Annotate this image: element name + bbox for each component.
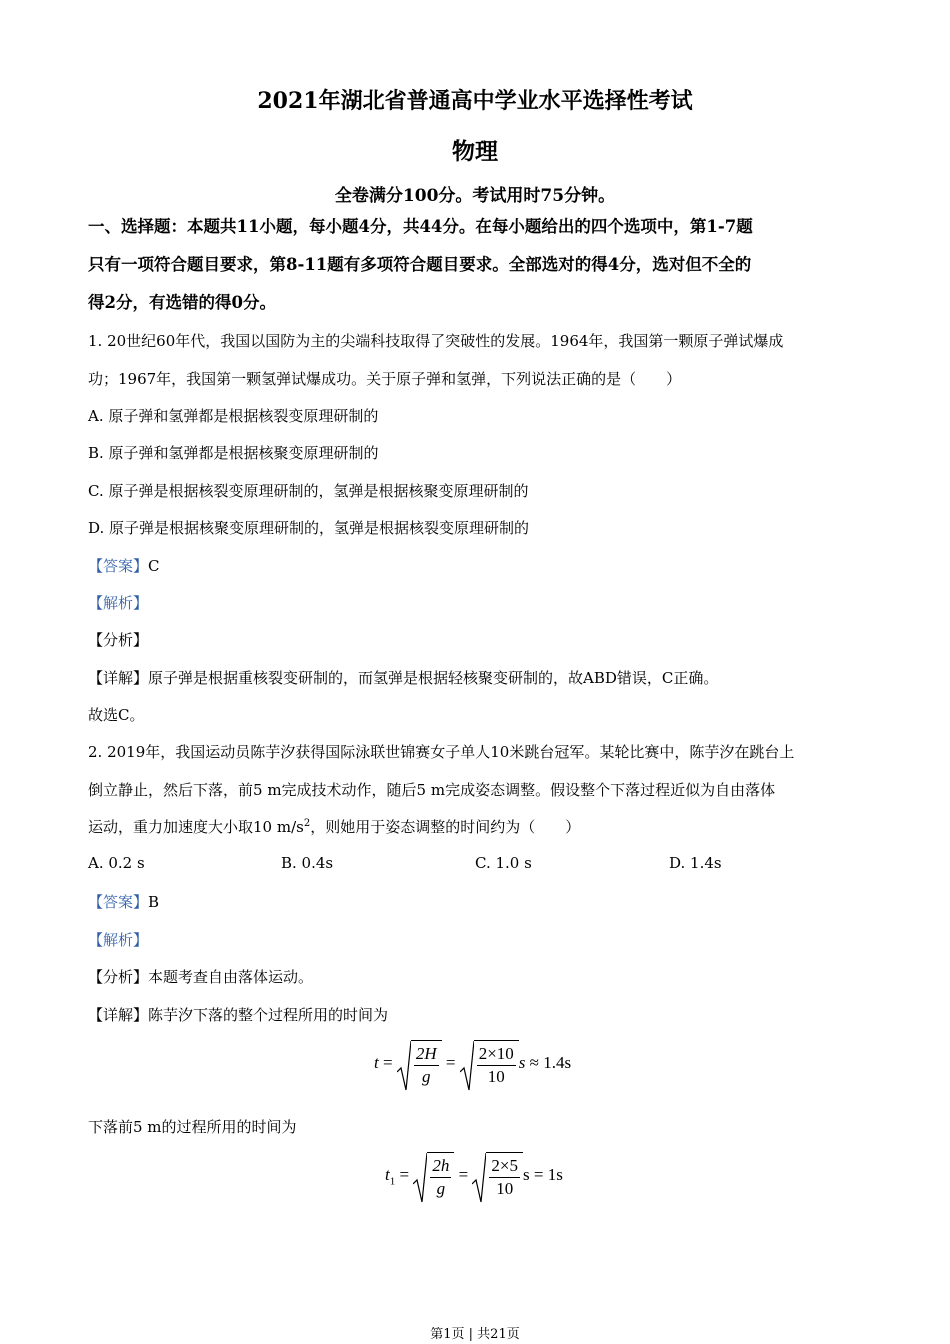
q2-stem-line-3-tail: ，则她用于姿态调整的时间约为（ ） xyxy=(310,818,581,836)
equals-sign: = xyxy=(445,1052,456,1072)
sqrt-expression xyxy=(413,1152,454,1200)
subject-title: 物理 xyxy=(452,138,498,165)
fraction xyxy=(489,1155,520,1200)
answer-label: 【答案】 xyxy=(88,893,149,911)
fenxi-label: 【分析】 xyxy=(88,968,149,986)
fraction xyxy=(414,1043,439,1088)
q1-option-a: A. 原子弹和氢弹都是根据核裂变原理研制的 xyxy=(88,407,379,425)
fraction xyxy=(477,1043,516,1088)
q2-stem-line-1: 2. 2019年，我国运动员陈芋汐获得国际泳联世锦赛女子单人10米跳台冠军。某轮比赛中，陈芋汐在跳台上 xyxy=(88,743,795,761)
q2-option-a: A. 0.2 s xyxy=(88,854,145,872)
sqrt-expression xyxy=(460,1040,519,1088)
equals-sign: = xyxy=(382,1052,393,1072)
q1-answer xyxy=(88,555,160,576)
formula-lhs: t xyxy=(385,1164,390,1184)
q2-option-c: C. 1.0 s xyxy=(475,854,532,872)
exam-info: 全卷满分100分。考试用时75分钟。 xyxy=(334,186,616,206)
exponent: 2 xyxy=(303,818,311,829)
subscript: 1 xyxy=(389,1175,396,1188)
sqrt-sign-icon xyxy=(397,1040,411,1092)
section-line-1: 一、选择题：本题共11小题，每小题4分，共44分。在每小题给出的四个选项中，第1-7题 xyxy=(88,217,753,236)
formula-first-time xyxy=(385,1152,563,1200)
q2-answer xyxy=(88,891,159,912)
sqrt-sign-icon xyxy=(413,1152,427,1204)
q1-stem-line-1: 1. 20世纪60年代，我国以国防为主的尖端科技取得了突破性的发展。1964年，我国第一颗原子弹试爆成 xyxy=(88,332,784,350)
formula-lhs: t xyxy=(374,1052,379,1072)
q2-between-text: 下落前5 m的过程所用的时间为 xyxy=(88,1118,297,1136)
q1-stem-line-2: 功；1967年，我国第一颗氢弹试爆成功。关于原子弹和氢弹，下列说法正确的是（ ） xyxy=(88,370,682,388)
q1-fenxi-label: 【分析】 xyxy=(88,631,149,649)
q2-stem-line-3 xyxy=(88,816,580,837)
q2-fenxi xyxy=(88,966,313,987)
sqrt-sign-icon xyxy=(472,1152,486,1204)
sqrt-expression xyxy=(472,1152,523,1200)
unit: s xyxy=(518,1052,526,1072)
denominator: g xyxy=(421,1067,431,1086)
q1-detail xyxy=(88,667,718,688)
q2-analysis-label: 【解析】 xyxy=(88,931,149,949)
answer-label: 【答案】 xyxy=(88,557,149,575)
denominator: 10 xyxy=(496,1179,514,1198)
fraction xyxy=(430,1155,451,1200)
sqrt-expression xyxy=(397,1040,442,1088)
q1-option-d: D. 原子弹是根据核聚变原理研制的，氢弹是根据核裂变原理研制的 xyxy=(88,519,530,537)
q2-stem-line-2: 倒立静止，然后下落，前5 m完成技术动作，随后5 m完成姿态调整。假设整个下落过程近似为自由落体 xyxy=(88,781,776,799)
formula-tail: s = 1s xyxy=(523,1164,563,1184)
approx-result: ≈ 1.4s xyxy=(529,1052,572,1072)
numerator: 2H xyxy=(414,1043,439,1066)
section-line-2: 只有一项符合题目要求，第8-11题有多项符合题目要求。全部选对的得4分，选对但不全的 xyxy=(88,255,752,274)
answer-value: B xyxy=(148,893,160,911)
section-line-3: 得2分，有选错的得0分。 xyxy=(88,293,276,312)
equals-sign: = xyxy=(458,1164,469,1184)
q2-option-b: B. 0.4s xyxy=(281,854,334,872)
q2-option-d: D. 1.4s xyxy=(669,854,722,872)
detail-text: 陈芋汐下落的整个过程所用的时间为 xyxy=(148,1006,389,1024)
fenxi-text: 本题考查自由落体运动。 xyxy=(148,968,314,986)
q1-option-b: B. 原子弹和氢弹都是根据核聚变原理研制的 xyxy=(88,444,379,462)
numerator: 2h xyxy=(430,1155,451,1178)
numerator: 2×5 xyxy=(489,1155,520,1178)
q1-conclusion: 故选C。 xyxy=(88,706,145,724)
detail-label: 【详解】 xyxy=(88,1006,149,1024)
formula-total-time xyxy=(374,1040,571,1088)
sqrt-sign-icon xyxy=(460,1040,474,1092)
denominator: g xyxy=(436,1179,446,1198)
q2-stem-line-3-text: 运动，重力加速度大小取10 m/s xyxy=(88,818,304,836)
numerator: 2×10 xyxy=(477,1043,516,1066)
denominator: 10 xyxy=(487,1067,505,1086)
exam-title: 2021年湖北省普通高中学业水平选择性考试 xyxy=(257,88,693,114)
answer-value: C xyxy=(148,557,160,575)
q2-detail xyxy=(88,1004,388,1025)
q1-option-c: C. 原子弹是根据核裂变原理研制的，氢弹是根据核聚变原理研制的 xyxy=(88,482,529,500)
equals-sign: = xyxy=(399,1164,410,1184)
q1-analysis-label: 【解析】 xyxy=(88,594,149,612)
detail-label: 【详解】 xyxy=(88,669,149,687)
section-header xyxy=(88,208,868,322)
page-footer: 第1页 | 共21页 xyxy=(430,1327,520,1342)
detail-text: 原子弹是根据重核裂变研制的，而氢弹是根据轻核聚变研制的，故ABD错误，C正确。 xyxy=(148,669,719,687)
